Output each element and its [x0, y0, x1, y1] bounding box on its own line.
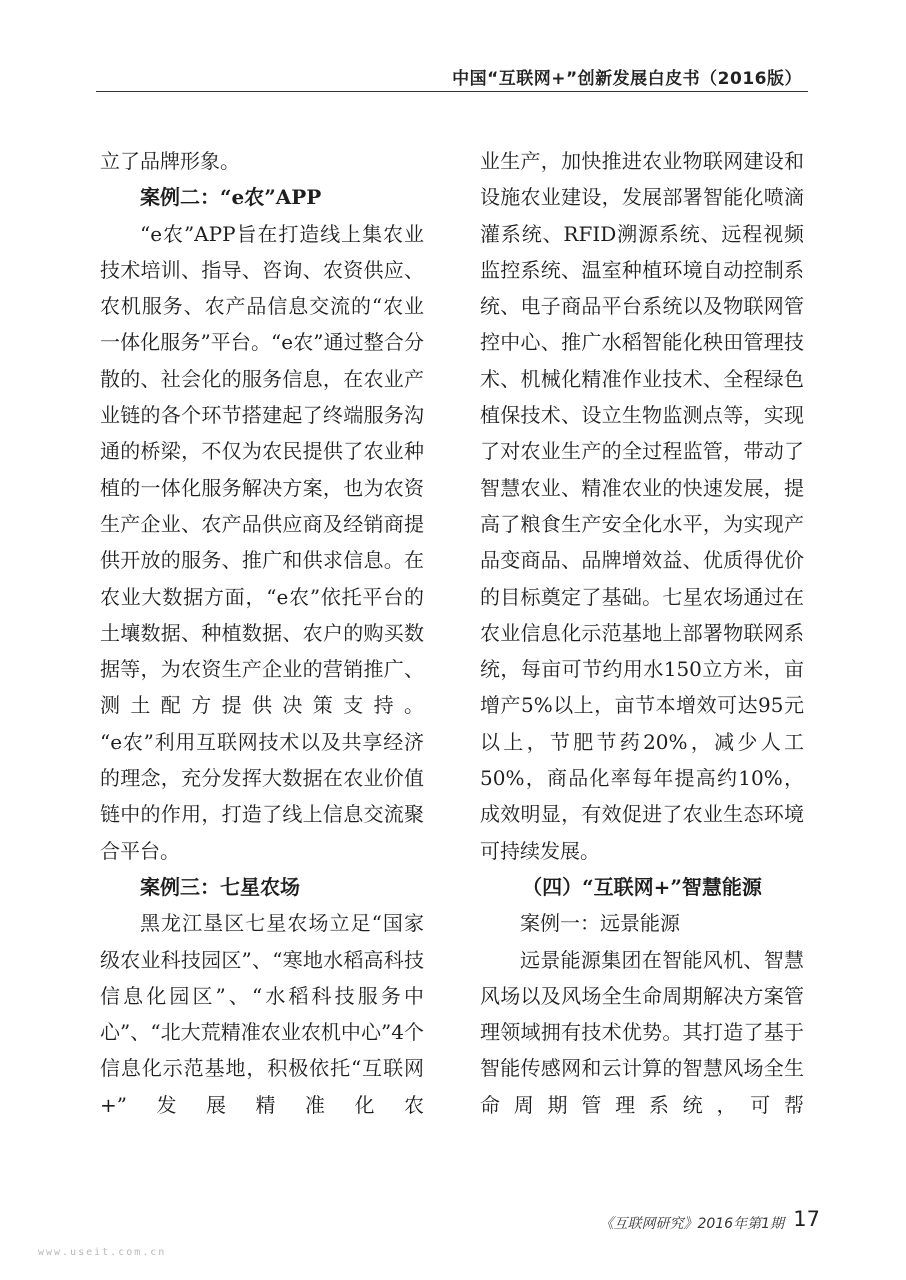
section-heading-smart-energy: （四）“互联网+”智慧能源 [522, 874, 762, 899]
footer-journal-title: 《互联网研究》2016年第1期 [599, 1216, 784, 1232]
paragraph-e-nong-intro: “e农”APP旨在打造线上集农业技术培训、指导、咨询、农资供应、农机服务、农产品信息交流的“农业一体化服务”平台。“e农”通过整合分散的、社会化的服务信息，在农业产业链的各个环节搭建起了终端服务沟通的桥梁，不仅为农民提供了农业种植的一体化服务解决方案，也为农资生产企业、农产品供应商及经销商提供开放的服务、推广和供求信息。在农业大数据方面，“e农”依托平台的土壤数据、种植数据、农户的购买数据等，为农资生产企业的营销推广、测土配方提供决策支持。 [100, 221, 424, 718]
site-watermark: www.useit.com.cn [38, 1247, 167, 1258]
case-heading-envision-energy: 案例一：远景能源 [520, 911, 680, 936]
paragraph-continuation: 立了品牌形象。 [100, 149, 240, 173]
running-header-title: 中国“互联网+”创新发展白皮书（2016版） [452, 69, 802, 89]
paragraph-e-nong-summary: “e农”利用互联网技术以及共享经济的理念，充分发挥大数据在农业价值链中的作用，打造了线上信息交流聚合平台。 [100, 729, 424, 863]
case-heading-qixing-farm: 案例三：七星农场 [140, 874, 300, 899]
paragraph-qixing-farm-detail: 业生产，加快推进农业物联网建设和设施农业建设，发展部署智能化喷滴灌系统、RFID溯源系统、远程视频监控系统、温室种植环境自动控制系统、电子商品平台系统以及物联网管控中心、推广水稻智能化秧田管理技术、机械化精准作业技术、全程绿色植保技术、设立生物监测点等，实现了对农业生产的全过程监管，带动了智慧农业、精准农业的快速发展，提高了粮食生产安全化水平，为实现产品变商品、品牌增效益、优质得优价的目标奠定了基础。七星农场通过在农业信息化示范基地上部署物联网系统，每亩可节约用水150立方米，亩增产5%以上，亩节本增效可达95元以上，节肥节药20%，减少人工50%，商品化率每年提高约10%，成效明显，有效促进了农业生态环境可持续发展。 [480, 149, 804, 863]
paragraph-qixing-farm-intro: 黑龙江垦区七星农场立足“国家级农业科技园区”、“寒地水稻高科技信息化园区”、“水稻科技服务中心”、“北大荒精准农业农机中心”4个信息化示范基地，积极依托“互联网+”发展精准化农 [100, 911, 424, 1117]
header-divider [96, 91, 808, 92]
case-heading-e-nong: 案例二：“e农”APP [140, 185, 322, 210]
right-text-column [480, 143, 804, 1123]
paragraph-envision-energy: 远景能源集团在智能风机、智慧风场以及风场全生命周期解决方案管理领域拥有技术优势。其打造了基于智能传感网和云计算的智慧风场全生命周期管理系统，可帮 [480, 947, 804, 1117]
left-text-column [100, 143, 424, 1123]
page-number: 17 [793, 1207, 820, 1231]
